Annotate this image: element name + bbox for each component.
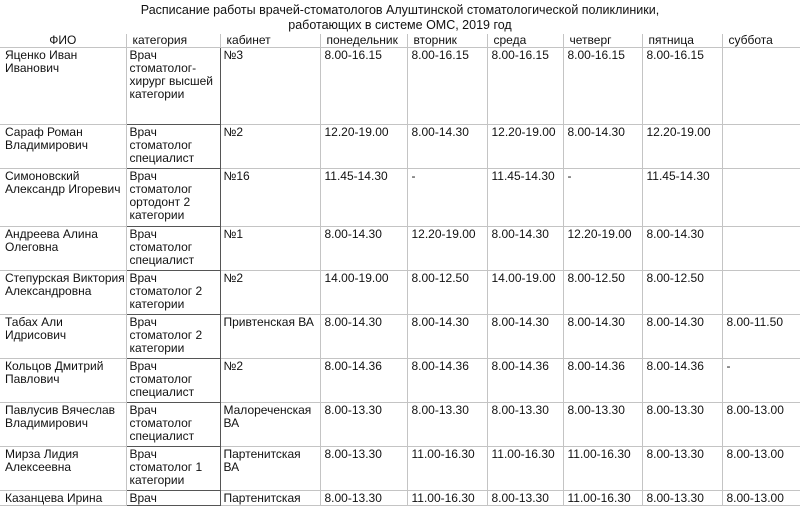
header-row — [0, 34, 800, 48]
friday-hours: 12.20-19.00 — [642, 125, 722, 169]
room: Партенитская ВА — [220, 447, 320, 491]
thursday-hours: 8.00-14.30 — [563, 125, 642, 169]
saturday-hours — [722, 125, 800, 169]
wednesday-hours: 12.20-19.00 — [487, 125, 563, 169]
header-wednesday: среда — [487, 34, 563, 48]
tuesday-hours: 12.20-19.00 — [407, 227, 487, 271]
saturday-hours: - — [722, 359, 800, 403]
thursday-hours: 8.00-14.36 — [563, 359, 642, 403]
saturday-hours — [722, 227, 800, 271]
table-row — [0, 125, 800, 169]
tuesday-hours: 11.00-16.30 — [407, 447, 487, 491]
schedule-table — [0, 34, 800, 506]
saturday-hours: 8.00-13.00 — [722, 403, 800, 447]
wednesday-hours: 8.00-16.15 — [487, 48, 563, 125]
room: №3 — [220, 48, 320, 125]
table-row — [0, 491, 800, 506]
room: №16 — [220, 169, 320, 227]
room: №2 — [220, 125, 320, 169]
wednesday-hours: 8.00-13.30 — [487, 403, 563, 447]
table-row — [0, 227, 800, 271]
thursday-hours: 8.00-14.30 — [563, 315, 642, 359]
friday-hours: 8.00-16.15 — [642, 48, 722, 125]
thursday-hours: 8.00-12.50 — [563, 271, 642, 315]
doctor-category: Врач стоматолог специалист — [126, 125, 220, 169]
monday-hours: 8.00-14.30 — [320, 315, 407, 359]
title-line-2: работающих в системе ОМС, 2019 год — [288, 18, 512, 32]
thursday-hours: 11.00-16.30 — [563, 447, 642, 491]
doctor-category: Врач стоматолог специалист — [126, 227, 220, 271]
monday-hours: 8.00-14.30 — [320, 227, 407, 271]
friday-hours: 8.00-14.36 — [642, 359, 722, 403]
doctor-name: Казанцева Ирина — [0, 491, 126, 506]
document-title — [0, 3, 800, 33]
wednesday-hours: 14.00-19.00 — [487, 271, 563, 315]
wednesday-hours: 11.00-16.30 — [487, 447, 563, 491]
schedule-body — [0, 48, 800, 506]
monday-hours: 8.00-13.30 — [320, 491, 407, 506]
thursday-hours: 8.00-13.30 — [563, 403, 642, 447]
doctor-category: Врач стоматолог 1 категории — [126, 447, 220, 491]
friday-hours: 8.00-13.30 — [642, 447, 722, 491]
header-thursday: четверг — [563, 34, 642, 48]
doctor-category: Врач — [126, 491, 220, 506]
saturday-hours: 8.00-13.00 — [722, 447, 800, 491]
header-category: категория — [126, 34, 220, 48]
table-row — [0, 315, 800, 359]
saturday-hours — [722, 271, 800, 315]
tuesday-hours: 8.00-14.36 — [407, 359, 487, 403]
tuesday-hours: 8.00-14.30 — [407, 125, 487, 169]
header-saturday: суббота — [722, 34, 800, 48]
table-row — [0, 359, 800, 403]
thursday-hours: 11.00-16.30 — [563, 491, 642, 506]
friday-hours: 8.00-13.30 — [642, 491, 722, 506]
friday-hours: 11.45-14.30 — [642, 169, 722, 227]
tuesday-hours: - — [407, 169, 487, 227]
thursday-hours: 8.00-16.15 — [563, 48, 642, 125]
doctor-name: Кольцов Дмитрий Павлович — [0, 359, 126, 403]
saturday-hours — [722, 48, 800, 125]
room: Партенитская — [220, 491, 320, 506]
saturday-hours: 8.00-13.00 — [722, 491, 800, 506]
tuesday-hours: 8.00-13.30 — [407, 403, 487, 447]
table-row — [0, 403, 800, 447]
header-room: кабинет — [220, 34, 320, 48]
doctor-name: Павлусив Вячеслав Владимирович — [0, 403, 126, 447]
tuesday-hours: 11.00-16.30 — [407, 491, 487, 506]
table-row — [0, 169, 800, 227]
table-row — [0, 271, 800, 315]
doctor-name: Табах Али Идрисович — [0, 315, 126, 359]
monday-hours: 8.00-16.15 — [320, 48, 407, 125]
doctor-name: Степурская Виктория Александровна — [0, 271, 126, 315]
saturday-hours — [722, 169, 800, 227]
wednesday-hours: 8.00-14.30 — [487, 315, 563, 359]
wednesday-hours: 11.45-14.30 — [487, 169, 563, 227]
monday-hours: 14.00-19.00 — [320, 271, 407, 315]
thursday-hours: - — [563, 169, 642, 227]
room: Малореченская ВА — [220, 403, 320, 447]
friday-hours: 8.00-12.50 — [642, 271, 722, 315]
header-monday: понедельник — [320, 34, 407, 48]
title-line-1: Расписание работы врачей-стоматологов Алуштинской стоматологической поликлиники, — [140, 3, 660, 17]
saturday-hours: 8.00-11.50 — [722, 315, 800, 359]
tuesday-hours: 8.00-12.50 — [407, 271, 487, 315]
doctor-category: Врач стоматолог 2 категории — [126, 271, 220, 315]
header-friday: пятница — [642, 34, 722, 48]
doctor-category: Врач стоматолог специалист — [126, 359, 220, 403]
doctor-name: Яценко Иван Иванович — [0, 48, 126, 125]
doctor-category: Врач стоматолог-хирург высшей категории — [126, 48, 220, 125]
doctor-category: Врач стоматолог ортодонт 2 категории — [126, 169, 220, 227]
doctor-name: Андреева Алина Олеговна — [0, 227, 126, 271]
wednesday-hours: 8.00-13.30 — [487, 491, 563, 506]
doctor-category: Врач стоматолог 2 категории — [126, 315, 220, 359]
wednesday-hours: 8.00-14.30 — [487, 227, 563, 271]
room: Привтенская ВА — [220, 315, 320, 359]
table-row — [0, 447, 800, 491]
tuesday-hours: 8.00-16.15 — [407, 48, 487, 125]
table-row — [0, 48, 800, 125]
monday-hours: 11.45-14.30 — [320, 169, 407, 227]
monday-hours: 8.00-14.36 — [320, 359, 407, 403]
monday-hours: 8.00-13.30 — [320, 447, 407, 491]
monday-hours: 8.00-13.30 — [320, 403, 407, 447]
doctor-name: Мирза Лидия Алексеевна — [0, 447, 126, 491]
header-tuesday: вторник — [407, 34, 487, 48]
friday-hours: 8.00-13.30 — [642, 403, 722, 447]
header-fio: ФИО — [0, 34, 126, 48]
doctor-category: Врач стоматолог специалист — [126, 403, 220, 447]
doctor-name: Сараф Роман Владимирович — [0, 125, 126, 169]
wednesday-hours: 8.00-14.36 — [487, 359, 563, 403]
room: №1 — [220, 227, 320, 271]
room: №2 — [220, 271, 320, 315]
thursday-hours: 12.20-19.00 — [563, 227, 642, 271]
friday-hours: 8.00-14.30 — [642, 315, 722, 359]
friday-hours: 8.00-14.30 — [642, 227, 722, 271]
doctor-name: Симоновский Александр Игоревич — [0, 169, 126, 227]
tuesday-hours: 8.00-14.30 — [407, 315, 487, 359]
monday-hours: 12.20-19.00 — [320, 125, 407, 169]
room: №2 — [220, 359, 320, 403]
